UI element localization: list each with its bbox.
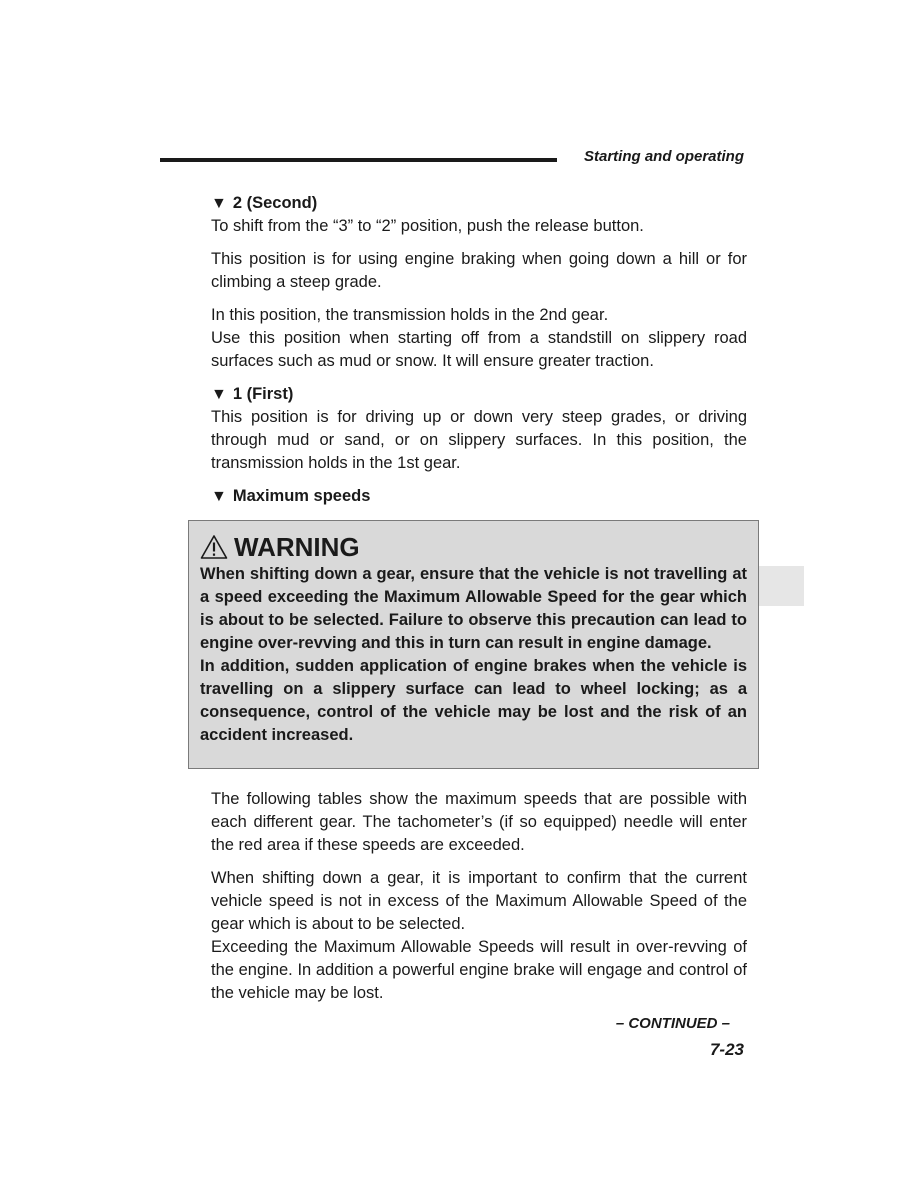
header-rule	[160, 158, 557, 162]
warning-text-2: In addition, sudden application of engine brakes when the vehicle is travelling on a slippery surface can lead to wheel locking; as a consequence, control of the vehicle may be lost and the risk of an accident increased.	[200, 657, 747, 744]
warning-header	[200, 531, 747, 563]
heading-second	[211, 192, 747, 215]
second-para-2: This position is for using engine braking when going down a hill or for climbing a steep grade.	[211, 250, 747, 291]
main-content	[211, 192, 747, 508]
lower-content	[211, 788, 747, 1015]
second-para-1: To shift from the “3” to “2” position, push the release button.	[211, 217, 644, 235]
down-triangle-icon: ▼	[211, 488, 227, 505]
second-para-3: In this position, the transmission holds in the 2nd gear.	[211, 306, 609, 324]
section-title: Starting and operating	[583, 148, 744, 165]
heading-first	[211, 383, 747, 406]
warning-text-1: When shifting down a gear, ensure that the vehicle is not travelling at a speed exceeding the Maximum Allowable Speed for the gear which is about to be selected. Failure to observe this precaution can lead to engine over-revving and this in turn can result in engine damage.	[200, 565, 747, 652]
heading-maximum-speeds-label: Maximum speeds	[232, 487, 371, 505]
warning-triangle-icon	[200, 534, 228, 560]
continued-label: – CONTINUED –	[615, 1015, 730, 1032]
down-triangle-icon: ▼	[211, 195, 227, 212]
body-para-1: The following tables show the maximum speeds that are possible with each different gear. The tachometer’s (if so equipped) needle will enter the red area if these speeds are exceeded.	[211, 790, 747, 854]
page-number: 7-23	[709, 1040, 744, 1059]
warning-title: WARNING	[234, 532, 360, 562]
chapter-tab	[757, 566, 804, 606]
body-para-3: Exceeding the Maximum Allowable Speeds will result in over-revving of the engine. In addition a powerful engine brake will engage and control of the vehicle may be lost.	[211, 938, 747, 1002]
body-para-2: When shifting down a gear, it is important to confirm that the current vehicle speed is not in excess of the Maximum Allowable Speed of the gear which is about to be selected.	[211, 869, 747, 933]
warning-box	[188, 520, 759, 769]
second-para-4: Use this position when starting off from a standstill on slippery road surfaces such as mud or snow. It will ensure greater traction.	[211, 329, 747, 370]
down-triangle-icon: ▼	[211, 386, 227, 403]
first-para-1: This position is for driving up or down very steep grades, or driving through mud or sand, or on slippery surfaces. In this position, the transmission holds in the 1st gear.	[211, 408, 747, 472]
heading-maximum-speeds	[211, 485, 747, 508]
heading-second-label: 2 (Second)	[232, 194, 318, 212]
heading-first-label: 1 (First)	[232, 385, 294, 403]
